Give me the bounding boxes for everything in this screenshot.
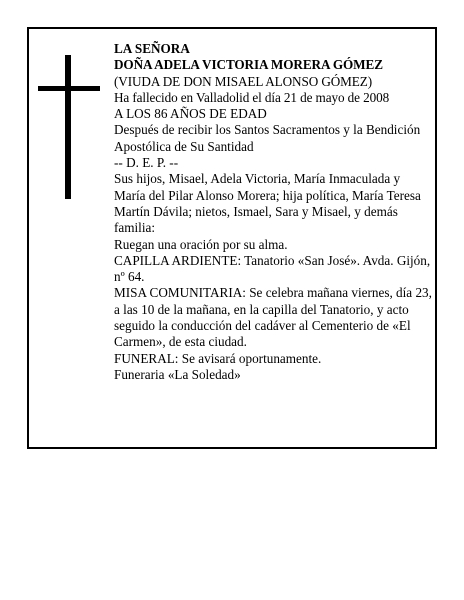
title: LA SEÑORA [114,41,190,56]
cross-icon [38,55,100,199]
mass-info: MISA COMUNITARIA: Se celebra mañana viernes, día 23, a las 10 de la mañana, en la capilla del Tanatorio, y acto seguido la conducción del cadáver al Cementerio de «El Carmen», de esta ciudad. [114,285,432,350]
family-statement: Sus hijos, Misael, Adela Victoria, María Inmaculada y María del Pilar Alonso Morera; hija política, María Teresa Martín Dávila; nietos, Ismael, Sara y Misael, y demás familia: [114,171,421,236]
deceased-name: DOÑA ADELA VICTORIA MORERA GÓMEZ [114,57,383,73]
sacraments-statement: Después de recibir los Santos Sacramentos y la Bendición Apostólica de Su Santidad [114,122,421,154]
widow-of: (VIUDA DE DON MISAEL ALONSO GÓMEZ) [114,73,373,89]
funeral-info: FUNERAL: Se avisará oportunamente. [114,350,322,366]
prayer-request: Ruegan una oración por su alma. [114,236,288,252]
obituary-text [114,41,432,383]
chapel-info: CAPILLA ARDIENTE: Tanatorio «San José». Avda. Gijón, nº 64. [114,252,431,285]
death-statement: Ha fallecido en Valladolid el día 21 de mayo de 2008 [114,89,390,105]
cross-horizontal-bar [38,86,100,91]
rip: -- D. E. P. -- [114,155,179,171]
funeral-home: Funeraria «La Soledad» [114,366,241,382]
obituary-frame [27,27,437,449]
age-statement: A LOS 86 AÑOS DE EDAD [114,106,267,122]
cross-vertical-bar [65,55,71,199]
